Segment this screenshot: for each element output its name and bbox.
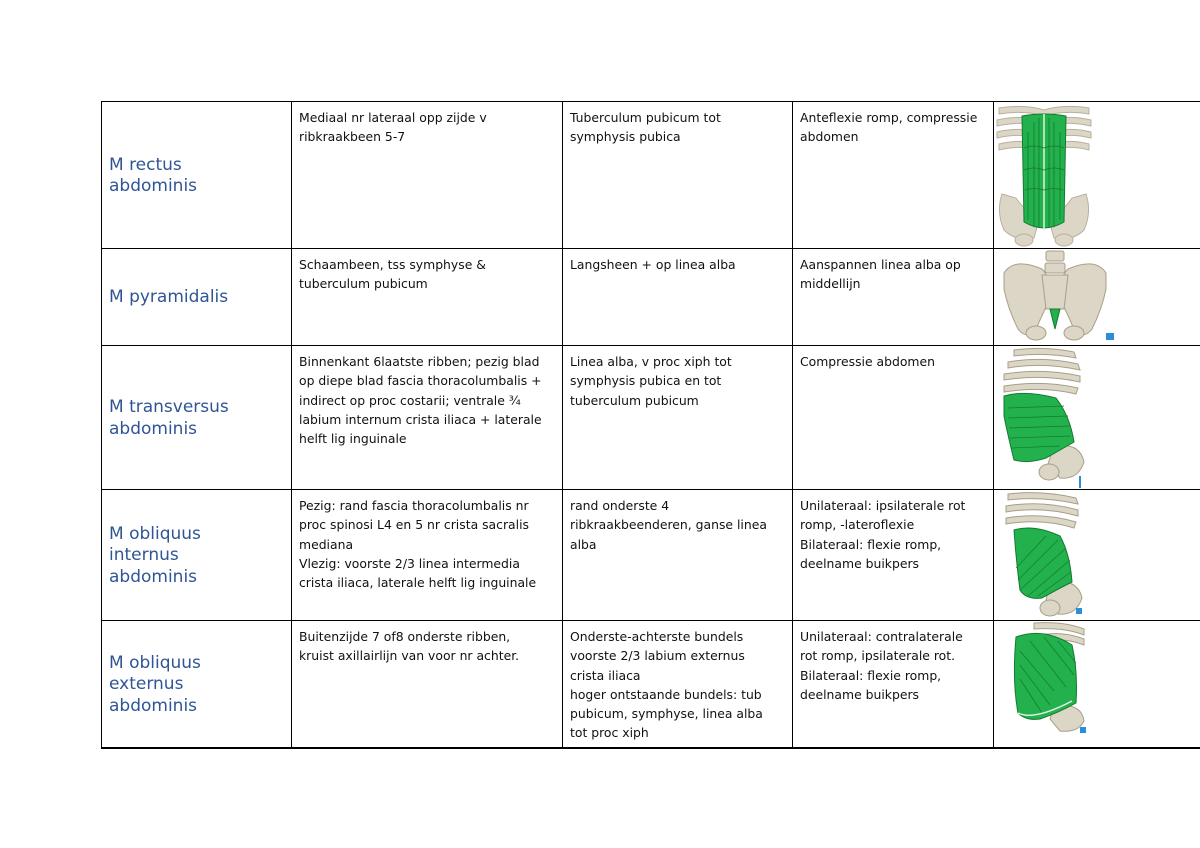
insertion-cell: Linea alba, v proc xiph tot symphysis pubica en tot tuberculum pubicum [563,346,793,490]
image-cell [994,249,1200,346]
image-cell [994,490,1200,621]
origin-cell: Pezig: rand fascia thoracolumbalis nr proc spinosi L4 en 5 nr crista sacralis mediana Vlezig: voorste 2/3 linea intermedia crista iliaca, laterale helft lig inguinale [292,490,563,621]
muscle-name: M pyramidalis [102,249,292,346]
insertion-cell: rand onderste 4 ribkraakbeenderen, ganse linea alba [563,490,793,621]
rectus-abdominis-illustration-icon [994,102,1094,248]
image-cell [994,102,1200,249]
table-row-obliquus-internus [102,490,1200,621]
insertion-cell: Onderste-achterste bundels voorste 2/3 labium externus crista iliaca hoger ontstaande bundels: tub pubicum, symphyse, linea alba tot proc xiph [563,621,793,748]
obliquus-externus-illustration-icon [994,621,1089,735]
obliquus-internus-illustration-icon [994,490,1089,620]
function-cell: Compressie abdomen [793,346,994,490]
image-cell [994,621,1200,748]
muscle-name: M transversus abdominis [102,346,292,490]
pyramidalis-illustration-icon [994,249,1124,345]
function-cell: Aanspannen linea alba op middellijn [793,249,994,346]
function-cell: Unilateraal: contralaterale rot romp, ipsilaterale rot. Bilateraal: flexie romp, deelname buikpers [793,621,994,748]
muscle-name: M obliquus internus abdominis [102,490,292,621]
muscle-table [101,101,1200,749]
table-row-obliquus-externus [102,621,1200,748]
origin-cell: Binnenkant 6laatste ribben; pezig blad op diepe blad fascia thoracolumbalis + indirect op proc costarii; ventrale ¾ labium internum crista iliaca + laterale helft lig inguinale [292,346,563,490]
origin-cell: Mediaal nr lateraal opp zijde v ribkraakbeen 5-7 [292,102,563,249]
function-cell: Unilateraal: ipsilaterale rot romp, -lateroflexie Bilateraal: flexie romp, deelname buikpers [793,490,994,621]
image-cell [994,346,1200,490]
origin-cell: Schaambeen, tss symphyse & tuberculum pubicum [292,249,563,346]
origin-cell: Buitenzijde 7 of8 onderste ribben, kruist axillairlijn van voor nr achter. [292,621,563,748]
table-row-pyramidalis [102,249,1200,346]
muscle-name: M rectus abdominis [102,102,292,249]
insertion-cell: Langsheen + op linea alba [563,249,793,346]
table-row-transversus [102,346,1200,490]
insertion-cell: Tuberculum pubicum tot symphysis pubica [563,102,793,249]
muscle-name: M obliquus externus abdominis [102,621,292,748]
table-row-rectus [102,102,1200,249]
transversus-abdominis-illustration-icon [994,346,1089,489]
function-cell: Anteflexie romp, compressie abdomen [793,102,994,249]
